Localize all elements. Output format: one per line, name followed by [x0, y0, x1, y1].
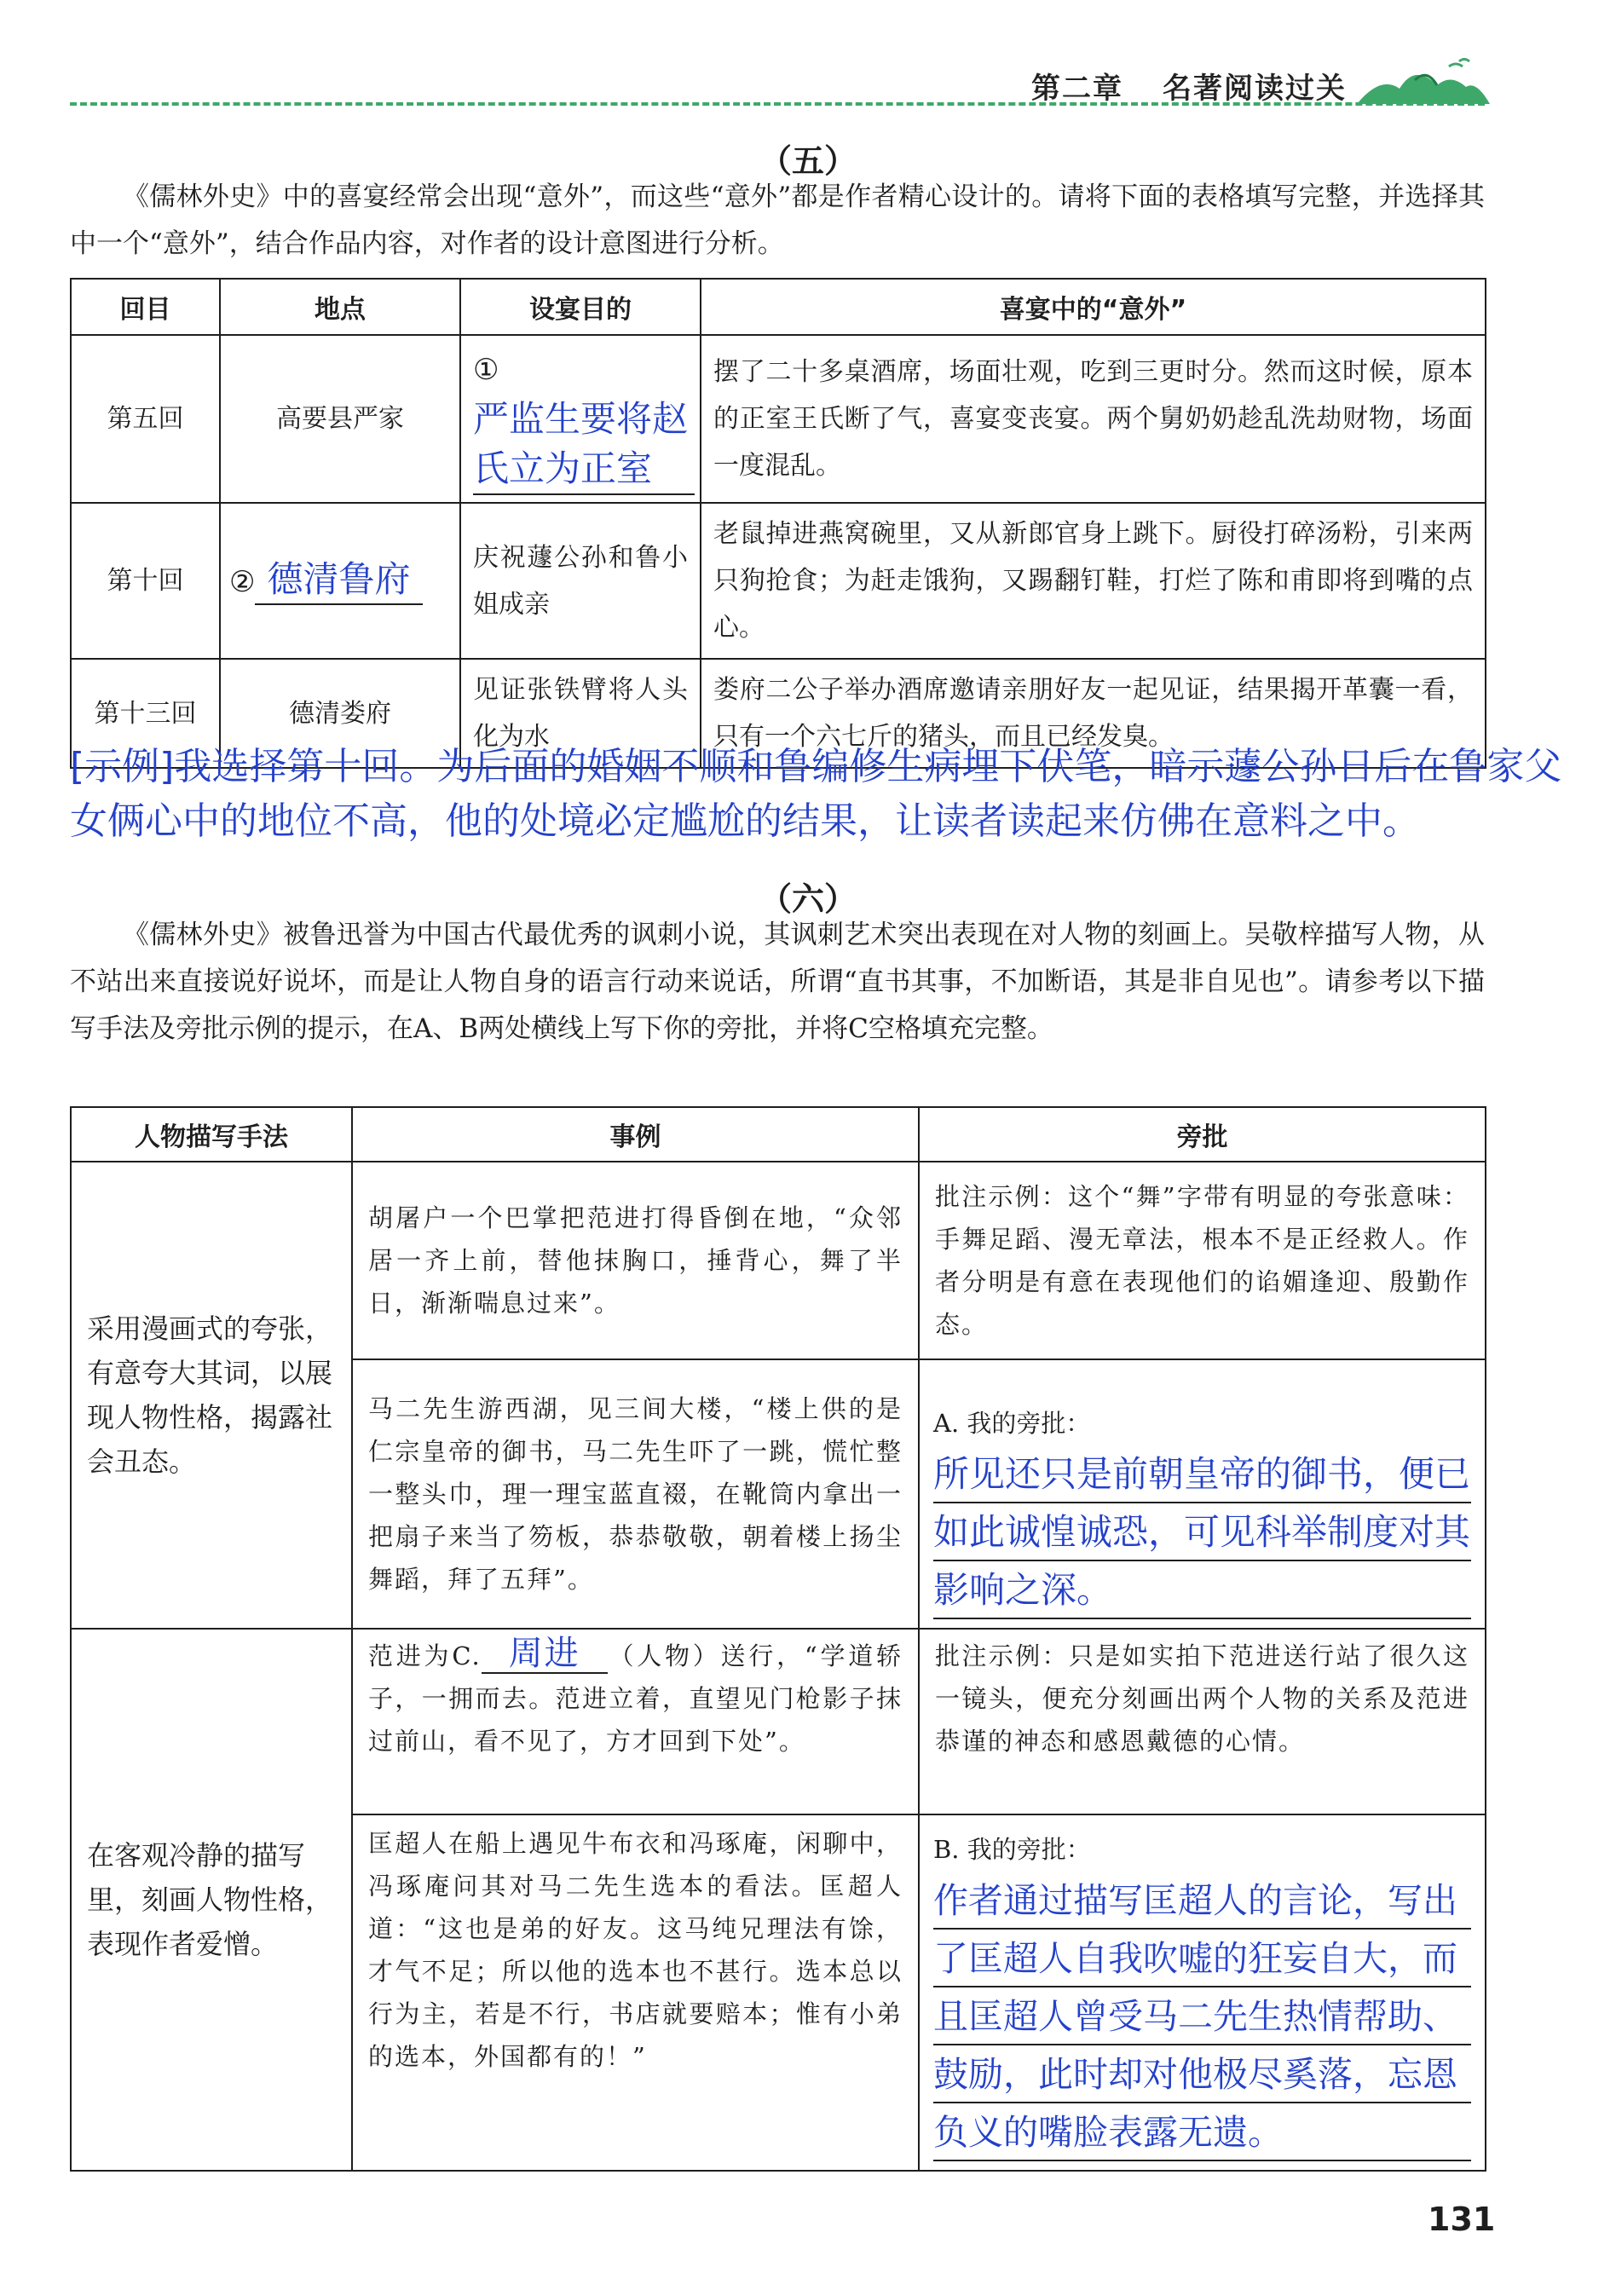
row-place: 德清娄府	[220, 659, 460, 768]
row-accident: 摆了二十多桌酒席，场面壮观，吃到三更时分。然而这时候，原本的正室王氏断了气，喜宴变丧宴。两个舅奶奶趁乱洗劫财物，场面一度混乱。	[701, 335, 1486, 503]
table-row	[71, 1162, 1486, 1359]
table-row	[71, 503, 1486, 659]
annotation-table	[70, 1106, 1486, 2172]
table-row	[71, 1629, 1486, 1814]
section-6-intro: 《儒林外史》被鲁迅誉为中国古代最优秀的讽刺小说，其讽刺艺术突出表现在对人物的刻画上。吴敬梓描写人物，从不站出来直接说好说坏，而是让人物自身的语言行动来说话，所谓“直书其事，不加断语，其是非自见也”。请参考以下描写手法及旁批示例的提示，在A、B两处横线上写下你的旁批，并将C空格填充完整。	[70, 920, 1485, 1044]
method-objective: 在客观冷静的描写里，刻画人物性格，表现作者爱憎。	[71, 1629, 352, 2171]
mountain-logo-icon	[1355, 55, 1492, 109]
case-c-suffix: （人物）送行，“学道轿子，一拥而去。范进立着，直望见门枪影子抹过前山，看不见了，方才回到下处”。	[368, 1641, 903, 1756]
blank-marker-1: ①	[473, 353, 499, 387]
case-hu-butcher: 胡屠户一个巴掌把范进打得昏倒在地，“众邻居一齐上前，替他抹胸口，捶背心，舞了半日，渐渐喘息过来”。	[352, 1162, 919, 1359]
header-method: 人物描写手法	[71, 1107, 352, 1162]
table-header-row	[71, 279, 1486, 335]
row-chapter: 第十回	[71, 503, 220, 659]
row-place: 高要县严家	[220, 335, 460, 503]
row-accident: 老鼠掉进燕窝碗里，又从新郎官身上跳下。厨役打碎汤粉，引来两只狗抢食；为赶走饿狗，又踢翻钉鞋，打烂了陈和甫即将到嘴的点心。	[701, 503, 1486, 659]
answer-place: 德清鲁府	[255, 556, 422, 605]
purpose-blank-1[interactable]	[460, 335, 701, 503]
note-a-label: A. 我的旁批：	[933, 1409, 1091, 1438]
answer-c[interactable]: 周进	[482, 1635, 608, 1674]
table-row	[71, 335, 1486, 503]
header-case: 事例	[352, 1107, 919, 1162]
note-example-1: 批注示例：这个“舞”字带有明显的夸张意味：手舞足蹈、漫无章法，根本不是正经救人。作者分明是有意在表现他们的谄媚逢迎、殷勤作态。	[919, 1162, 1486, 1359]
table-header-row	[71, 1107, 1486, 1162]
header-accident: 喜宴中的“意外”	[701, 279, 1486, 335]
header-chapter: 回目	[71, 279, 220, 335]
example-answer[interactable]: [示例]我选择第十回。为后面的婚姻不顺和鲁编修生病埋下伏笔，暗示蘧公孙日后在鲁家父女俩心中的地位不高，他的处境必定尴尬的结果，让读者读起来仿佛在意料之中。	[70, 745, 1562, 843]
note-blank-a[interactable]	[919, 1359, 1486, 1629]
answer-purpose: 严监生要将赵氏立为正室	[473, 395, 695, 495]
header-purpose: 设宴目的	[460, 279, 701, 335]
section-title-5: （五）	[759, 142, 857, 180]
note-b-label: B. 我的旁批：	[933, 1835, 1091, 1864]
section-5-intro: 《儒林外史》中的喜宴经常会出现“意外”，而这些“意外”都是作者精心设计的。请将下面的表格填写完整，并选择其中一个“意外”，结合作品内容，对作者的设计意图进行分析。	[70, 182, 1485, 259]
case-fan-jin	[352, 1629, 919, 1814]
note-blank-b[interactable]	[919, 1814, 1486, 2171]
banquet-table	[70, 278, 1486, 769]
header-note: 旁批	[919, 1107, 1486, 1162]
answer-note-b: 作者通过描写匡超人的言论，写出了匡超人自我吹嘘的狂妄自大，而且匡超人曾受马二先生热情帮助、鼓励，此时却对他极尽奚落，忘恩负义的嘴脸表露无遗。	[933, 1872, 1471, 2161]
row-accident: 娄府二公子举办酒席邀请亲朋好友一起见证，结果揭开革囊一看，只有一个六七斤的猪头，而且已经发臭。	[701, 659, 1486, 768]
case-ma-er: 马二先生游西湖，见三间大楼，“楼上供的是仁宗皇帝的御书，马二先生吓了一跳，慌忙整一整头巾，理一理宝蓝直裰，在靴筒内拿出一把扇子来当了笏板，恭恭敬敬，朝着楼上扬尘舞蹈，拜了五拜”。	[352, 1359, 919, 1629]
row-purpose: 见证张铁臂将人头化为水	[460, 659, 701, 768]
section-title-6: （六）	[759, 880, 857, 918]
blank-marker-2: ②	[229, 564, 256, 599]
chapter-title: 名著阅读过关	[1163, 72, 1347, 106]
method-exaggeration: 采用漫画式的夸张，有意夸大其词，以展现人物性格，揭露社会丑态。	[71, 1162, 352, 1629]
chapter-number: 第二章	[1031, 72, 1123, 106]
place-blank-2[interactable]	[220, 503, 460, 659]
row-chapter: 第十三回	[71, 659, 220, 768]
note-example-3: 批注示例：只是如实拍下范进送行站了很久这一镜头，便充分刻画出两个人物的关系及范进恭谨的神态和感恩戴德的心情。	[919, 1629, 1486, 1814]
row-purpose: 庆祝蘧公孙和鲁小姐成亲	[460, 503, 701, 659]
answer-note-a: 所见还只是前朝皇帝的御书，便已如此诚惶诚恐，可见科举制度对其影响之深。	[933, 1445, 1471, 1619]
page-number: 131	[1428, 2201, 1496, 2238]
chapter-header	[1031, 65, 1347, 107]
header-divider	[70, 102, 1485, 106]
case-c-prefix: 范进为C.	[368, 1641, 482, 1670]
row-chapter: 第五回	[71, 335, 220, 503]
case-kuang-chaoren: 匡超人在船上遇见牛布衣和冯琢庵，闲聊中，冯琢庵问其对马二先生选本的看法。匡超人道：“这也是弟的好友。这马纯兄理法有馀，才气不足；所以他的选本也不甚行。选本总以行为主，若是不行，书店就要赔本；惟有小弟的选本，外国都有的！”	[352, 1814, 919, 2171]
header-place: 地点	[220, 279, 460, 335]
